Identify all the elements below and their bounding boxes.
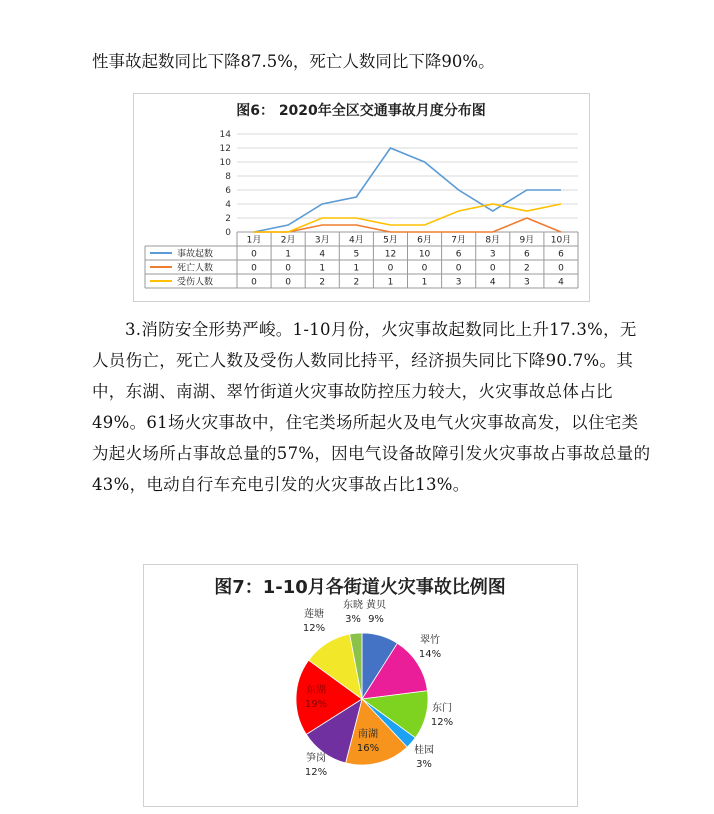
table-cell-value: 1 xyxy=(353,263,360,274)
fire-accident-pie-chart xyxy=(143,564,578,807)
x-tick-label: 8月 xyxy=(485,235,501,246)
y-tick-label: 2 xyxy=(225,214,231,224)
table-cell-value: 2 xyxy=(523,263,530,274)
table-cell-value: 0 xyxy=(251,277,257,288)
y-tick-label: 0 xyxy=(225,228,231,238)
slice-name-label: 南湖 xyxy=(358,729,378,740)
table-cell-value: 12 xyxy=(384,249,397,260)
traffic-accident-chart xyxy=(133,93,590,302)
slice-pct-label: 12% xyxy=(302,623,326,634)
table-cell-value: 4 xyxy=(489,277,496,288)
slice-pct-label: 16% xyxy=(356,743,380,754)
legend-label: 受伤人数 xyxy=(177,277,214,288)
x-tick-label: 1月 xyxy=(246,235,262,246)
table-cell-value: 1 xyxy=(319,263,326,274)
table-cell-value: 4 xyxy=(319,249,326,260)
table-cell-value: 0 xyxy=(489,263,496,274)
x-tick-label: 2月 xyxy=(280,235,296,246)
legend-label: 事故起数 xyxy=(177,249,214,260)
chart-title: 图7：1-10月各街道火灾事故比例图 xyxy=(214,577,506,598)
table-cell-value: 1 xyxy=(421,277,428,288)
slice-pct-label: 9% xyxy=(368,614,384,625)
paragraph-2: 3.消防安全形势严峻。1-10月份，火灾事故起数同比上升17.3%，无人员伤亡，死亡人数及受伤人数同比持平，经济损失同比下降90.7%。其中，东湖、南湖、翠竹街道火灾事故防控压力较大，火灾事故总体占比49%。61场火灾事故中，住宅类场所起火及电气火灾事故高发，以住宅类为起火场所占事故总量的57%，因电气设备故障引发火灾事故占事故总量的43%，电动自行车充电引发的火灾事故占比13%。 xyxy=(92,320,651,494)
y-tick-label: 12 xyxy=(219,144,231,154)
slice-name-label: 黄贝 xyxy=(366,600,386,611)
table-cell-value: 4 xyxy=(558,277,564,288)
table-cell-value: 0 xyxy=(421,263,428,274)
slice-pct-label: 3% xyxy=(345,614,361,625)
x-tick-label: 10月 xyxy=(550,235,572,246)
table-cell-value: 0 xyxy=(285,263,292,274)
slice-pct-label: 12% xyxy=(304,767,328,778)
y-tick-label: 14 xyxy=(219,130,231,140)
slice-pct-label: 3% xyxy=(416,759,432,770)
x-tick-label: 5月 xyxy=(383,235,398,246)
table-cell-value: 2 xyxy=(353,277,360,288)
fire-accident-pie-svg xyxy=(144,565,577,806)
slice-pct-label: 14% xyxy=(418,649,442,660)
paragraph-1: 性事故起数同比下降87.5%，死亡人数同比下降90%。 xyxy=(92,52,495,71)
slice-pct-label: 19% xyxy=(304,699,328,710)
table-cell-value: 0 xyxy=(387,263,394,274)
table-cell-value: 1 xyxy=(285,249,292,260)
slice-name-label: 东晓 xyxy=(343,600,363,611)
traffic-accident-chart-svg xyxy=(134,94,589,301)
x-tick-label: 9月 xyxy=(519,235,535,246)
table-cell-value: 0 xyxy=(558,263,564,274)
table-cell-value: 0 xyxy=(251,249,257,260)
legend-label: 死亡人数 xyxy=(177,263,214,274)
x-tick-label: 7月 xyxy=(451,235,467,246)
slice-pct-label: 12% xyxy=(430,717,454,728)
table-cell-value: 3 xyxy=(489,249,496,260)
table-cell-value: 5 xyxy=(353,249,360,260)
chart-title: 图6： 2020年全区交通事故月度分布图 xyxy=(236,103,486,119)
slice-name-label: 东门 xyxy=(432,703,452,714)
table-cell-value: 6 xyxy=(558,249,564,260)
table-cell-value: 0 xyxy=(251,263,257,274)
table-cell-value: 3 xyxy=(523,277,530,288)
slice-name-label: 翠竹 xyxy=(420,635,440,646)
y-tick-label: 8 xyxy=(225,172,231,182)
x-tick-label: 3月 xyxy=(314,235,330,246)
y-tick-label: 4 xyxy=(225,200,231,210)
x-tick-label: 4月 xyxy=(348,235,364,246)
table-cell-value: 3 xyxy=(455,277,462,288)
slice-name-label: 桂园 xyxy=(414,745,434,756)
table-cell-value: 1 xyxy=(387,277,394,288)
y-tick-label: 10 xyxy=(219,158,231,168)
slice-name-label: 笋岗 xyxy=(306,753,326,764)
table-cell-value: 6 xyxy=(523,249,530,260)
table-cell-value: 2 xyxy=(319,277,326,288)
y-tick-label: 6 xyxy=(225,186,231,196)
slice-name-label: 莲塘 xyxy=(304,609,324,620)
table-cell-value: 6 xyxy=(455,249,462,260)
x-tick-label: 6月 xyxy=(417,235,432,246)
table-cell-value: 10 xyxy=(418,249,431,260)
slice-name-label: 东湖 xyxy=(306,685,326,696)
table-cell-value: 0 xyxy=(285,277,292,288)
table-cell-value: 0 xyxy=(455,263,462,274)
